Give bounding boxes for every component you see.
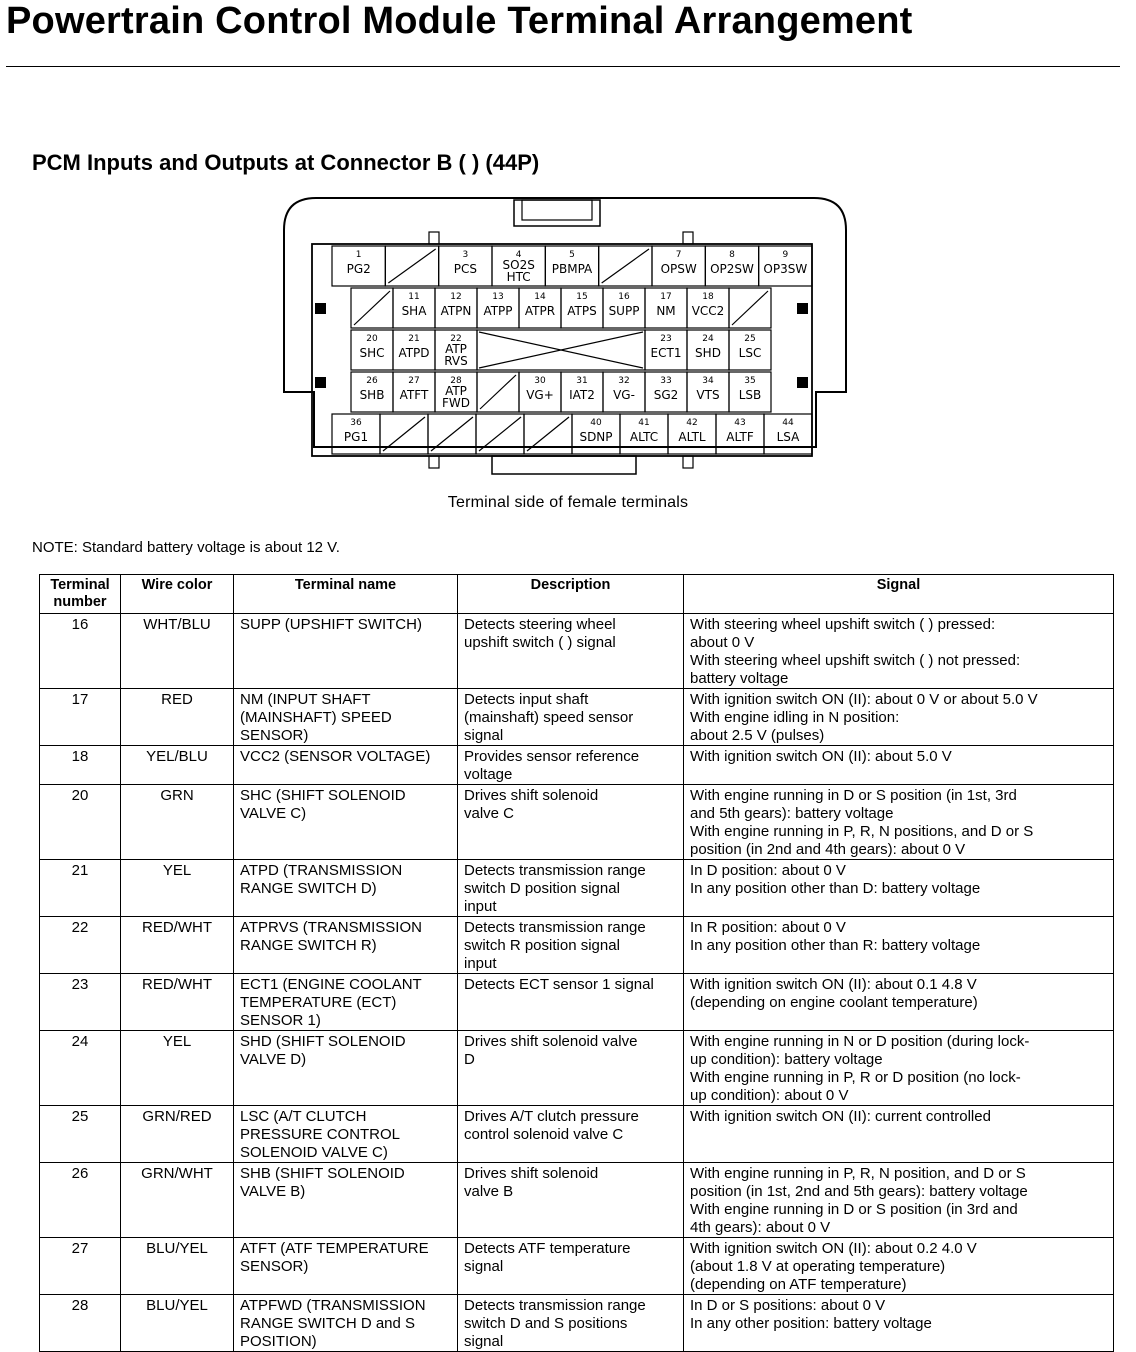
terminal-name-cell-line: ATPD (TRANSMISSION [240,862,403,879]
terminal-name-cell [234,860,458,917]
wire-color-cell: RED/WHT [121,974,234,1031]
connector-blank-diagonal [431,417,473,451]
terminal-number-label: 43 [734,418,746,428]
wire-color-cell: GRN [121,785,234,860]
signal-cell-line: With steering wheel upshift switch ( ) pressed: [690,616,996,633]
description-cell-line: control solenoid valve C [464,1126,624,1143]
terminal-number-cell: 28 [40,1295,121,1352]
terminal-signal-label: ATPR [524,304,556,318]
signal-cell-line: With engine running in P, R or D position (no lock- [690,1069,1021,1086]
signal-cell-line: With steering wheel upshift switch ( ) not pressed: [690,652,1021,669]
terminal-name-cell-line: LSC (A/T CLUTCH [240,1108,367,1125]
terminal-name-cell [234,689,458,746]
terminal-name-cell [234,1238,458,1295]
title-divider [6,66,1120,67]
description-cell [458,860,684,917]
terminal-name-cell [234,746,458,785]
terminal-number-label: 9 [782,250,789,260]
terminal-signal-label: ALTF [726,430,754,444]
signal-cell-line: With ignition switch ON (II): current controlled [690,1108,991,1125]
wire-color-cell: GRN/RED [121,1106,234,1163]
terminal-signal-label: LSB [738,388,762,402]
terminal-signal-label: OPSW [660,262,697,276]
table-header-row [40,575,1114,614]
terminal-signal-label: IAT2 [569,388,595,402]
terminal-name-cell-line: SOLENOID VALVE C) [240,1144,388,1161]
signal-cell-line: about 0 V [690,634,755,651]
wire-color-cell: GRN/WHT [121,1163,234,1238]
description-cell-line: valve C [464,805,515,822]
terminal-name-cell-line: SENSOR 1) [240,1012,321,1029]
description-cell-line: switch D position signal [464,880,620,897]
connector-blank-diagonal [602,249,649,283]
connector-blank-diagonal [732,291,768,325]
terminal-number-label: 14 [534,292,546,302]
description-cell [458,689,684,746]
terminal-number-label: 34 [702,376,714,386]
connector-latch-top [514,200,600,226]
header-terminal-number: Terminal number [40,575,121,614]
description-cell-line: switch D and S positions [464,1315,628,1332]
terminal-number-label: 20 [366,334,378,344]
terminal-number-label: 8 [729,250,735,260]
table-row [40,785,1114,860]
signal-cell-line: In D or S positions: about 0 V [690,1297,886,1314]
terminal-name-cell-line: SUPP (UPSHIFT SWITCH) [240,616,422,633]
terminal-number-label: 24 [702,334,714,344]
terminal-name-cell [234,1106,458,1163]
table-row [40,1238,1114,1295]
terminal-signal-label: PG1 [343,430,369,444]
terminal-signal-label: HTC [506,270,531,284]
description-cell-line: input [464,955,497,972]
terminal-signal-label: PG2 [346,262,371,276]
terminal-number-label: 3 [462,250,469,260]
terminal-name-cell-line: SHC (SHIFT SOLENOID [240,787,406,804]
terminal-signal-label: ATPS [567,304,597,318]
description-cell-line: Detects transmission range [464,1297,646,1314]
table-row [40,689,1114,746]
terminal-number-cell: 18 [40,746,121,785]
terminal-name-cell [234,917,458,974]
terminal-name-cell-line: SHD (SHIFT SOLENOID [240,1033,406,1050]
signal-cell [684,860,1114,917]
signal-cell [684,974,1114,1031]
signal-cell-line: In D position: about 0 V [690,862,846,879]
description-cell-line: Drives shift solenoid [464,1165,599,1182]
terminal-name-cell [234,974,458,1031]
terminal-signal-label: OP3SW [763,262,808,276]
terminal-signal-label: SUPP [608,304,640,318]
terminal-signal-label: ECT1 [650,346,682,360]
terminal-number-label: 36 [350,418,362,428]
terminal-number-cell: 20 [40,785,121,860]
header-description: Description [458,575,684,614]
description-cell-line: Detects steering wheel [464,616,616,633]
table-row [40,1295,1114,1352]
terminal-number-label: 25 [744,334,756,344]
terminal-name-cell-line: ATPFWD (TRANSMISSION [240,1297,426,1314]
terminal-number-label: 44 [782,418,794,428]
description-cell-line: signal [464,1258,504,1275]
signal-cell-line: position (in 2nd and 4th gears): about 0 V [690,841,966,858]
terminal-name-cell-line: TEMPERATURE (ECT) [240,994,397,1011]
header-terminal-name: Terminal name [234,575,458,614]
terminal-name-cell-line: VCC2 (SENSOR VOLTAGE) [240,748,431,765]
description-cell-line: Drives shift solenoid [464,787,599,804]
terminal-signal-label: ALTC [629,430,659,444]
battery-voltage-note: NOTE: Standard battery voltage is about 12 V. [32,539,340,556]
terminal-signal-label: FWD [441,396,471,410]
description-cell-line: Provides sensor reference [464,748,640,765]
terminal-signal-label: VTS [696,388,720,402]
description-cell-line: Drives A/T clutch pressure [464,1108,639,1125]
connector-blank-diagonal [354,291,390,325]
connector-housing [284,198,846,447]
terminal-name-cell-line: ATPRVS (TRANSMISSION [240,919,422,936]
signal-cell-line: In any position other than R: battery voltage [690,937,981,954]
terminal-name-cell-line: SHB (SHIFT SOLENOID [240,1165,405,1182]
terminal-signal-label: ATP [445,384,467,398]
terminal-number-label: 23 [660,334,672,344]
terminal-number-label: 32 [618,376,630,386]
terminal-number-label: 13 [492,292,504,302]
header-wire-color: Wire color [121,575,234,614]
terminal-signal-label: SO2S [502,258,535,272]
description-cell-line: input [464,898,497,915]
terminal-signal-label: ATPP [483,304,513,318]
terminal-signal-label: SHA [401,304,427,318]
description-cell [458,1106,684,1163]
terminal-name-cell [234,1295,458,1352]
signal-cell [684,1163,1114,1238]
wire-color-cell: YEL [121,1031,234,1106]
description-cell-line: Detects transmission range [464,919,646,936]
wire-color-cell: RED [121,689,234,746]
terminal-number-label: 22 [450,334,462,344]
terminal-name-cell-line: ATFT (ATF TEMPERATURE [240,1240,429,1257]
terminal-signal-label: RVS [444,354,468,368]
section-heading: PCM Inputs and Outputs at Connector B ( ) (44P) [32,150,540,175]
table-row [40,1031,1114,1106]
terminal-signal-label: SDNP [579,430,613,444]
signal-cell-line: In any position other than D: battery voltage [690,880,981,897]
terminal-name-cell [234,1031,458,1106]
description-cell-line: Detects ECT sensor 1 signal [464,976,654,993]
signal-cell [684,1031,1114,1106]
signal-cell-line: With ignition switch ON (II): about 0 V or about 5.0 V [690,691,1038,708]
description-cell [458,1295,684,1352]
terminal-number-label: 40 [590,418,602,428]
terminal-signal-label: LSC [738,346,762,360]
connector-latch-bottom [492,456,636,474]
description-cell [458,1163,684,1238]
signal-cell-line: about 2.5 V (pulses) [690,727,825,744]
description-cell-line: Detects input shaft [464,691,589,708]
terminal-signal-label: PBMPA [551,262,593,276]
table-row [40,746,1114,785]
terminal-number-cell: 21 [40,860,121,917]
table-row [40,860,1114,917]
terminal-name-cell-line: SENSOR) [240,1258,309,1275]
signal-cell-line: With engine running in P, R, N position, and D or S [690,1165,1026,1182]
terminal-number-label: 1 [355,250,362,260]
terminal-signal-label: ATFT [399,388,429,402]
wire-color-cell: YEL/BLU [121,746,234,785]
description-cell-line: valve B [464,1183,514,1200]
terminal-number-label: 17 [660,292,672,302]
signal-cell [684,1238,1114,1295]
description-cell-line: upshift switch ( ) signal [464,634,616,651]
terminal-name-cell-line: VALVE C) [240,805,307,822]
signal-cell-line: and 5th gears): battery voltage [690,805,894,822]
terminal-number-label: 15 [576,292,588,302]
terminal-number-label: 28 [450,376,462,386]
terminal-number-cell: 24 [40,1031,121,1106]
terminal-signal-label: VG- [613,388,635,402]
terminal-number-label: 41 [638,418,650,428]
connector-diagram [280,192,850,482]
terminal-number-cell: 26 [40,1163,121,1238]
terminal-number-label: 42 [686,418,698,428]
terminal-number-label: 27 [408,376,420,386]
terminal-signal-label: ATPN [440,304,472,318]
terminal-number-cell: 16 [40,614,121,689]
diagram-caption: Terminal side of female terminals [447,494,689,511]
page-title: Powertrain Control Module Terminal Arrangement [6,0,913,42]
wire-color-cell: BLU/YEL [121,1238,234,1295]
signal-cell-line: (about 1.8 V at operating temperature) [690,1258,946,1275]
description-cell [458,974,684,1031]
description-cell-line: voltage [464,766,513,783]
description-cell [458,1238,684,1295]
wire-color-cell: YEL [121,860,234,917]
terminal-name-cell-line: VALVE D) [240,1051,307,1068]
signal-cell-line: 4th gears): about 0 V [690,1219,831,1236]
terminal-number-cell: 17 [40,689,121,746]
table-row [40,917,1114,974]
signal-cell [684,1295,1114,1352]
description-cell [458,614,684,689]
terminal-name-cell [234,785,458,860]
terminal-number-label: 21 [408,334,420,344]
terminal-name-cell-line: SENSOR) [240,727,309,744]
header-signal: Signal [684,575,1114,614]
terminal-number-label: 5 [569,250,575,260]
wire-color-cell: BLU/YEL [121,1295,234,1352]
table-row [40,614,1114,689]
terminal-number-cell: 27 [40,1238,121,1295]
terminal-number-label: 16 [618,292,630,302]
terminal-number-label: 7 [675,250,682,260]
signal-cell-line: position (in 1st, 2nd and 5th gears): battery voltage [690,1183,1028,1200]
description-cell [458,917,684,974]
description-cell [458,746,684,785]
description-cell-line: Detects transmission range [464,862,646,879]
description-cell-line: Drives shift solenoid valve [464,1033,638,1050]
terminal-signal-label: SHC [359,346,385,360]
description-cell-line: (mainshaft) speed sensor [464,709,634,726]
description-cell-line: Detects ATF temperature [464,1240,631,1257]
signal-cell-line: battery voltage [690,670,789,687]
terminal-signal-label: NM [656,304,676,318]
signal-cell [684,1106,1114,1163]
terminal-number-label: 12 [450,292,462,302]
terminal-signal-label: ATPD [398,346,430,360]
terminal-name-cell-line: PRESSURE CONTROL [240,1126,401,1143]
wire-color-cell: RED/WHT [121,917,234,974]
terminal-name-cell-line: NM (INPUT SHAFT [240,691,371,708]
terminal-number-cell: 25 [40,1106,121,1163]
signal-cell-line: With engine running in P, R, N positions, and D or S [690,823,1034,840]
terminal-name-cell-line: (MAINSHAFT) SPEED [240,709,392,726]
terminal-signal-label: SHD [695,346,721,360]
signal-cell [684,614,1114,689]
signal-cell-line: up condition): about 0 V [690,1087,849,1104]
signal-cell-line: With engine running in D or S position (in 1st, 3rd [690,787,1017,804]
connector-blank-diagonal [383,417,425,451]
terminal-signal-label: ATP [445,342,467,356]
signal-cell-line: (depending on engine coolant temperature) [690,994,978,1011]
terminal-signal-label: VG+ [526,388,554,402]
terminal-number-label: 26 [366,376,378,386]
signal-cell-line: With ignition switch ON (II): about 0.1 4.8 V [690,976,977,993]
terminal-number-label: 11 [408,292,420,302]
signal-cell [684,917,1114,974]
signal-cell-line: With ignition switch ON (II): about 0.2 4.0 V [690,1240,977,1257]
signal-cell-line: (depending on ATF temperature) [690,1276,907,1293]
table-row [40,1163,1114,1238]
signal-cell-line: With engine running in D or S position (in 3rd and [690,1201,1018,1218]
terminal-name-cell-line: ECT1 (ENGINE COOLANT [240,976,422,993]
terminal-name-cell-line: RANGE SWITCH D) [240,880,377,897]
signal-cell [684,689,1114,746]
signal-cell-line: With ignition switch ON (II): about 5.0 V [690,748,952,765]
terminal-name-cell [234,614,458,689]
terminal-name-cell-line: VALVE B) [240,1183,306,1200]
signal-cell-line: With engine running in N or D position (during lock- [690,1033,1030,1050]
terminal-number-cell: 23 [40,974,121,1031]
terminal-number-label: 18 [702,292,714,302]
terminal-number-label: 33 [660,376,672,386]
description-cell-line: signal [464,1333,504,1350]
wire-color-cell: WHT/BLU [121,614,234,689]
connector-blank-diagonal [479,417,521,451]
terminal-signal-label: SG2 [653,388,679,402]
signal-cell-line: With engine idling in N position: [690,709,900,726]
description-cell-line: D [464,1051,475,1068]
terminal-signal-label: ALTL [678,430,706,444]
terminal-number-label: 31 [576,376,588,386]
description-cell-line: signal [464,727,504,744]
terminal-name-cell-line: POSITION) [240,1333,317,1350]
signal-cell [684,746,1114,785]
signal-cell-line: up condition): battery voltage [690,1051,883,1068]
terminal-number-label: 35 [744,376,756,386]
description-cell [458,785,684,860]
terminal-table [39,574,1114,1352]
terminal-number-label: 4 [515,250,522,260]
table-row [40,1106,1114,1163]
terminal-signal-label: VCC2 [691,304,725,318]
terminal-name-cell-line: RANGE SWITCH D and S [240,1315,416,1332]
description-cell [458,1031,684,1106]
terminal-name-cell [234,1163,458,1238]
connector-blank-diagonal [480,375,516,409]
signal-cell [684,785,1114,860]
signal-cell-line: In any other position: battery voltage [690,1315,932,1332]
table-row [40,974,1114,1031]
terminal-number-cell: 22 [40,917,121,974]
signal-cell-line: In R position: about 0 V [690,919,846,936]
terminal-signal-label: PCS [453,262,477,276]
connector-blank-diagonal [388,249,435,283]
terminal-signal-label: SHB [359,388,385,402]
terminal-number-label: 30 [534,376,546,386]
terminal-signal-label: LSA [776,430,800,444]
terminal-signal-label: OP2SW [710,262,754,276]
description-cell-line: switch R position signal [464,937,620,954]
terminal-name-cell-line: RANGE SWITCH R) [240,937,377,954]
connector-blank-diagonal [527,417,569,451]
